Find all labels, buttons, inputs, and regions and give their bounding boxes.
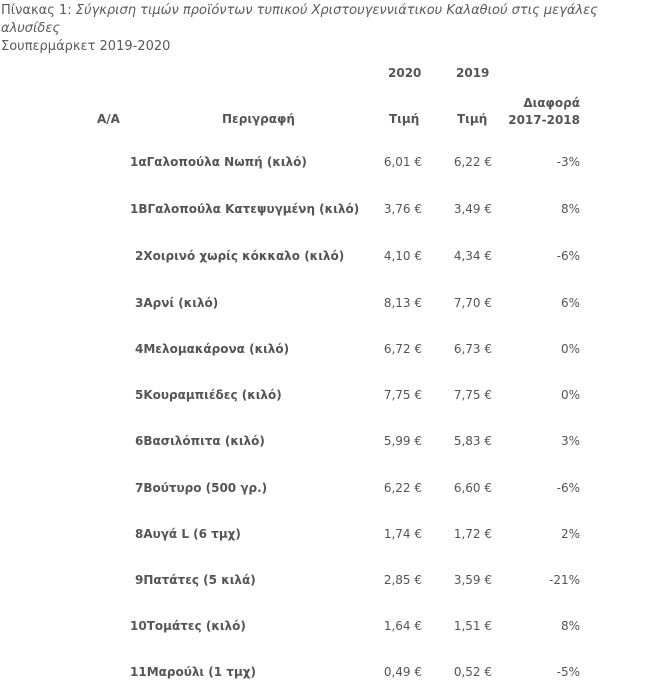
diff-cell: -6% — [556, 249, 580, 263]
diff-cell: -5% — [556, 665, 580, 679]
row-label: Γαλοπούλα Κατεψυγμένη (κιλό) — [147, 202, 360, 216]
price-2019-cell: 3,59 € — [453, 573, 492, 587]
row-label: Κουραμπιέδες (κιλό) — [143, 388, 282, 402]
diff-cell: 0% — [560, 342, 580, 356]
row-description — [135, 573, 256, 587]
row-code: 10 — [130, 619, 147, 633]
table-row — [0, 481, 650, 501]
header-description: Περιγραφή — [222, 112, 295, 126]
diff-cell: 0% — [560, 388, 580, 402]
header-year-2019: 2019 — [456, 66, 490, 80]
table-row — [0, 155, 650, 175]
price-2020-cell: 7,75 € — [383, 388, 422, 402]
caption-subtitle: Σουπερμάρκετ 2019-2020 — [1, 39, 171, 54]
row-code: 2 — [135, 249, 144, 263]
price-2020-cell: 0,49 € — [383, 665, 422, 679]
row-label: Μαρούλι (1 τμχ) — [146, 665, 256, 679]
row-description — [135, 388, 282, 402]
diff-cell: 3% — [560, 434, 580, 448]
row-label: Μελομακάρονα (κιλό) — [143, 342, 290, 356]
row-code: 1Β — [130, 202, 148, 216]
row-code: 11 — [130, 665, 147, 679]
row-description — [130, 155, 307, 169]
row-code: 5 — [135, 388, 144, 402]
row-code: 1α — [130, 155, 147, 169]
header-year-2020: 2020 — [388, 66, 422, 80]
price-2019-cell: 6,22 € — [453, 155, 492, 169]
price-2020-cell: 2,85 € — [383, 573, 422, 587]
price-2019-cell: 0,52 € — [453, 665, 492, 679]
row-label: Αυγά L (6 τμχ) — [143, 527, 241, 541]
row-code: 6 — [135, 434, 144, 448]
price-2020-cell: 3,76 € — [383, 202, 422, 216]
table-row — [0, 388, 650, 408]
price-2020-cell: 6,01 € — [383, 155, 422, 169]
diff-cell: 6% — [560, 296, 580, 310]
price-2019-cell: 7,75 € — [453, 388, 492, 402]
header-diff-line1: Διαφορά — [523, 96, 580, 110]
row-description — [135, 249, 344, 263]
row-code: 7 — [135, 481, 144, 495]
price-2019-cell: 1,51 € — [453, 619, 492, 633]
caption-lead: Πίνακας 1: — [1, 3, 76, 18]
header-diff-line2: 2017-2018 — [508, 113, 580, 127]
diff-cell: -6% — [556, 481, 580, 495]
row-label: Βασιλόπιτα (κιλό) — [143, 434, 265, 448]
row-description — [130, 665, 256, 679]
diff-cell: 8% — [560, 619, 580, 633]
diff-cell: -21% — [548, 573, 580, 587]
table-row — [0, 202, 650, 222]
row-label: Τομάτες (κιλό) — [146, 619, 246, 633]
caption-title: Σύγκριση τιμών προϊόντων τυπικού Χριστουγεννιάτικου Καλαθιού στις μεγάλες αλυσίδες — [1, 3, 598, 36]
row-label: Πατάτες (5 κιλά) — [143, 573, 256, 587]
price-2020-cell: 1,74 € — [383, 527, 422, 541]
row-description — [130, 619, 246, 633]
price-2019-cell: 7,70 € — [453, 296, 492, 310]
table-row — [0, 296, 650, 316]
price-2019-cell: 4,34 € — [453, 249, 492, 263]
price-2020-cell: 1,64 € — [383, 619, 422, 633]
row-code: 3 — [135, 296, 144, 310]
diff-cell: 2% — [560, 527, 580, 541]
price-2019-cell: 6,73 € — [453, 342, 492, 356]
table-row — [0, 573, 650, 593]
row-description — [135, 481, 267, 495]
row-description — [135, 434, 265, 448]
row-label: Βούτυρο (500 γρ.) — [143, 481, 268, 495]
diff-cell: 8% — [560, 202, 580, 216]
row-description — [135, 296, 218, 310]
row-label: Χοιρινό χωρίς κόκκαλο (κιλό) — [143, 249, 345, 263]
table-row — [0, 342, 650, 362]
price-2019-cell: 3,49 € — [453, 202, 492, 216]
row-code: 9 — [135, 573, 144, 587]
table-row — [0, 527, 650, 547]
price-2020-cell: 4,10 € — [383, 249, 422, 263]
row-description — [135, 527, 241, 541]
row-label: Αρνί (κιλό) — [143, 296, 219, 310]
row-code: 4 — [135, 342, 144, 356]
row-description — [130, 202, 359, 216]
header-aa: Α/Α — [97, 112, 120, 126]
price-2019-cell: 5,83 € — [453, 434, 492, 448]
header-price-2020: Τιμή — [389, 112, 420, 126]
price-2020-cell: 6,22 € — [383, 481, 422, 495]
price-2020-cell: 8,13 € — [383, 296, 422, 310]
row-code: 8 — [135, 527, 144, 541]
price-2019-cell: 6,60 € — [453, 481, 492, 495]
price-2020-cell: 6,72 € — [383, 342, 422, 356]
row-description — [135, 342, 289, 356]
diff-cell: -3% — [556, 155, 580, 169]
table-row — [0, 619, 650, 639]
table-row — [0, 249, 650, 269]
table-caption — [1, 2, 641, 56]
table-row — [0, 434, 650, 454]
header-price-2019: Τιμή — [457, 112, 488, 126]
price-2020-cell: 5,99 € — [383, 434, 422, 448]
table-row — [0, 665, 650, 685]
row-label: Γαλοπούλα Νωπή (κιλό) — [146, 155, 307, 169]
price-2019-cell: 1,72 € — [453, 527, 492, 541]
